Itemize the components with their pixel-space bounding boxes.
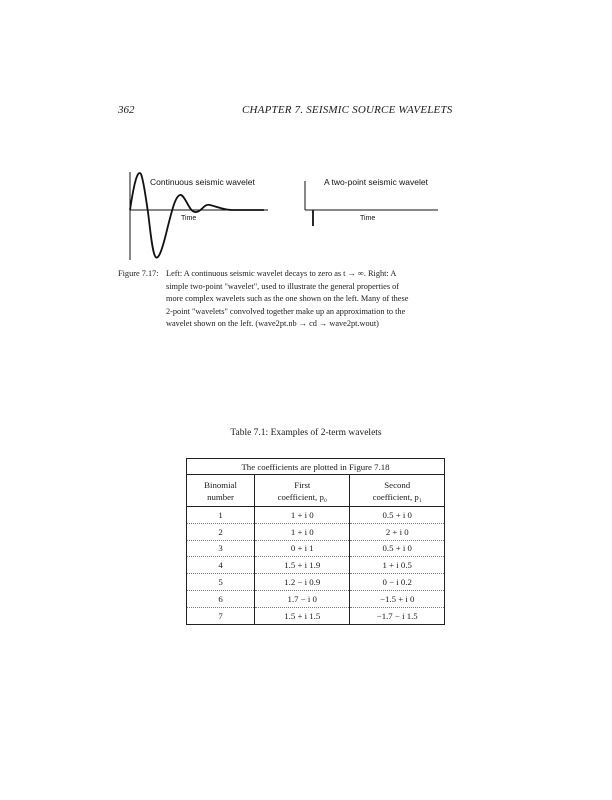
caption-line-5: wavelet shown on the left. (wave2pt.nb → cd → wave2pt.wout) xyxy=(166,319,379,329)
caption-line-4: 2-point "wavelets" convolved together make up an approximation to the xyxy=(166,306,406,316)
table-row: 5 1.2 − i 0.9 0 − i 0.2 xyxy=(187,574,445,591)
wavelet-figure xyxy=(0,0,612,270)
table-row: 4 1.5 + i 1.9 1 + i 0.5 xyxy=(187,557,445,574)
header-binomial: Binomial number xyxy=(187,475,255,507)
header-second-coefficient: Second coefficient, p₁ xyxy=(350,475,445,507)
table-caption-row: The coefficients are plotted in Figure 7.18 xyxy=(187,459,445,475)
header-first-coefficient: First coefficient, p₀ xyxy=(255,475,350,507)
table-row: 7 1.5 + i 1.5 −1.7 − i 1.5 xyxy=(187,607,445,624)
caption-line-2: simple two-point "wavelet", used to illustrate the general properties of xyxy=(166,281,400,291)
page-number: 362 xyxy=(118,104,135,116)
table-title: Table 7.1: Examples of 2-term wavelets xyxy=(230,428,382,438)
wavelet-table xyxy=(186,458,445,625)
chapter-heading: CHAPTER 7. SEISMIC SOURCE WAVELETS xyxy=(242,104,453,116)
table-row: 3 0 + i 1 0.5 + i 0 xyxy=(187,540,445,557)
left-wavelet-title: Continuous seismic wavelet xyxy=(150,177,255,187)
right-wavelet-title: A two-point seismic wavelet xyxy=(324,177,428,187)
caption-line-1: Left: A continuous seismic wavelet decays to zero as t → ∞. Right: A xyxy=(166,269,397,278)
figure-caption xyxy=(118,268,458,331)
table-row: 2 1 + i 0 2 + i 0 xyxy=(187,523,445,540)
caption-line-3: more complex wavelets such as the one shown on the left. Many of these xyxy=(166,294,409,304)
right-time-label: Time xyxy=(360,215,376,222)
table-row: 6 1.7 − i 0 −1.5 + i 0 xyxy=(187,590,445,607)
caption-label: Figure 7.17: xyxy=(118,269,159,278)
table-row: 1 1 + i 0 0.5 + i 0 xyxy=(187,507,445,524)
left-time-label: Time xyxy=(181,215,197,222)
